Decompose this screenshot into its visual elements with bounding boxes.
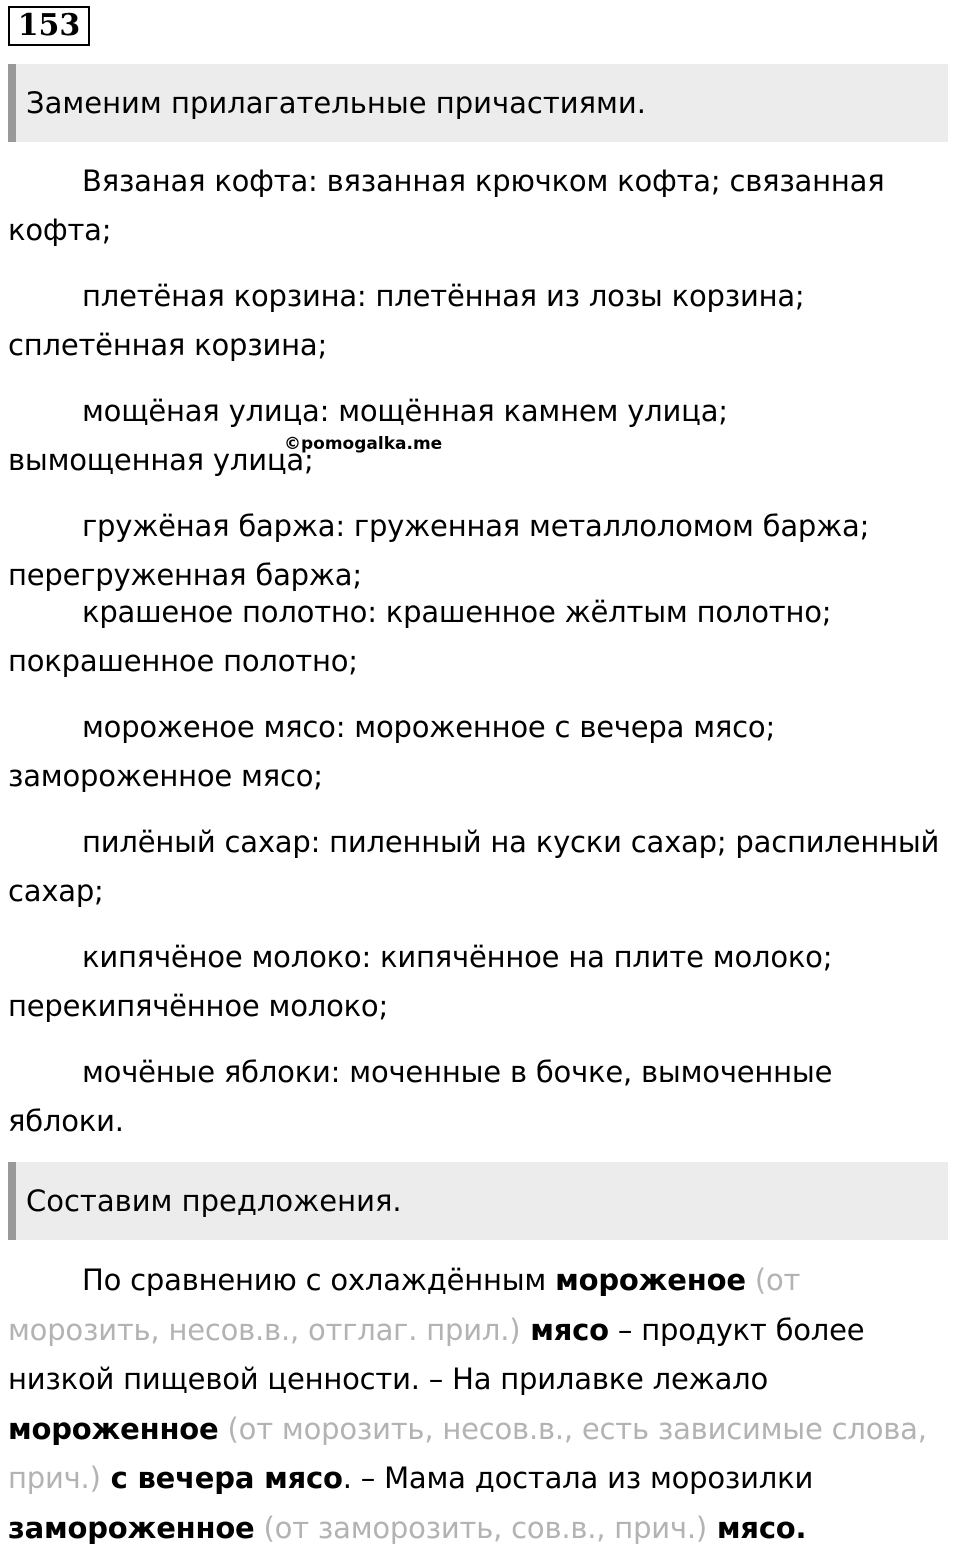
bold-word: замороженное <box>8 1510 255 1545</box>
item-line-main: мощёная улица: мощённая камнем улица; <box>82 394 728 428</box>
item-line-continued: перегруженная баржа; <box>8 558 362 592</box>
grey-note: прич.) <box>8 1461 101 1495</box>
sentences-paragraph <box>8 1256 958 1553</box>
item-line-main: мочёные яблоки: моченные в бочке, вымоченные <box>82 1055 833 1089</box>
bold-word: с вечера мясо <box>100 1461 343 1495</box>
item-paragraph <box>8 703 958 801</box>
sentence-line <box>8 1504 958 1554</box>
item-line-main: пилёный сахар: пиленный на куски сахар; распиленный <box>82 825 940 859</box>
bold-word: мороженое <box>555 1263 746 1297</box>
item-paragraph <box>8 272 958 370</box>
sentence-line <box>8 1306 958 1356</box>
grey-note: (от заморозить, сов.в., прич.) <box>254 1510 707 1545</box>
grey-note: (от морозить, несов.в., есть зависимые слова, <box>218 1411 927 1446</box>
watermark: ©pomogalka.me <box>284 434 443 454</box>
grey-note: морозить, несов.в., отглаг. прил.) <box>8 1312 521 1347</box>
item-line-continued: покрашенное полотно; <box>8 644 358 678</box>
item-line-continued: сахар; <box>8 874 104 908</box>
section-heading-sentences: Составим предложения. <box>8 1162 948 1240</box>
item-paragraph <box>8 588 958 686</box>
item-paragraph <box>8 933 958 1031</box>
item-line-continued: перекипячённое молоко; <box>8 989 389 1023</box>
item-paragraph <box>8 387 958 485</box>
section-heading-replace: Заменим прилагательные причастиями. <box>8 64 948 142</box>
bold-word: мороженное <box>8 1411 219 1446</box>
item-line-main: кипячёное молоко: кипячённое на плите молоко; <box>82 940 833 974</box>
item-line-main: гружёная баржа: груженная металлоломом баржа; <box>82 509 870 543</box>
sentence-line <box>8 1405 958 1455</box>
bold-word: . <box>795 1510 807 1545</box>
sentence-line <box>8 1355 958 1405</box>
item-line-main: плетёная корзина: плетённая из лозы корзина; <box>82 279 805 313</box>
bold-word: мясо <box>707 1510 796 1545</box>
text: – продукт более <box>608 1312 865 1347</box>
exercise-number: 153 <box>8 6 90 46</box>
grey-note: (от <box>745 1263 801 1297</box>
item-paragraph <box>8 818 958 916</box>
item-paragraph <box>8 157 958 255</box>
item-line-main: Вязаная кофта: вязанная крючком кофта; связанная <box>82 164 885 198</box>
item-line-continued: замороженное мясо; <box>8 759 323 793</box>
item-line-continued: яблоки. <box>8 1104 124 1138</box>
bold-word: мясо <box>520 1312 609 1347</box>
item-line-main: крашеное полотно: крашенное жёлтым полотно; <box>82 595 832 629</box>
item-line-continued: сплетённая корзина; <box>8 328 328 362</box>
item-line-continued: кофта; <box>8 213 112 247</box>
item-paragraph <box>8 1048 958 1146</box>
sentence-line <box>8 1454 958 1504</box>
sentence-line <box>8 1256 958 1306</box>
item-paragraph <box>8 502 958 600</box>
item-line-main: мороженое мясо: мороженное с вечера мясо; <box>82 710 776 744</box>
text: низкой пищевой ценности. – На прилавке лежало <box>8 1362 769 1396</box>
text: . – Мама достала из морозилки <box>342 1461 814 1495</box>
text: По сравнению с охлаждённым <box>82 1263 556 1297</box>
item-line-continued: вымощенная улица; <box>8 443 314 477</box>
